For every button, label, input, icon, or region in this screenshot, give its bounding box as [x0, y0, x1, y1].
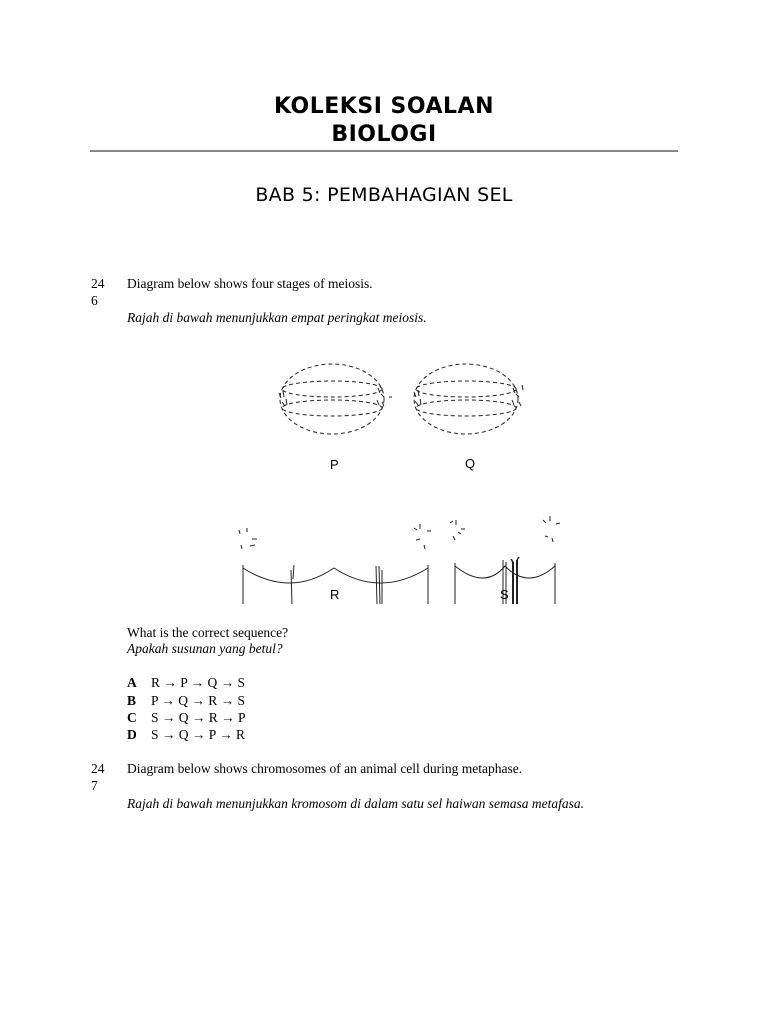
label-s: S — [500, 587, 509, 602]
question-number-line-1: 24 — [91, 761, 105, 776]
title-line-1: KOLEKSI SOALAN — [274, 94, 494, 119]
label-q: Q — [465, 456, 476, 471]
question-number-line-2: 6 — [91, 293, 98, 308]
option-text: P → Q → R → S — [151, 693, 246, 708]
title-line-2: BIOLOGI — [331, 122, 437, 147]
question-text-ms: Rajah di bawah menunjukkan empat peringkat meiosis. — [127, 310, 427, 325]
option-b[interactable] — [127, 692, 245, 709]
option-d[interactable] — [127, 726, 245, 743]
option-a[interactable] — [127, 674, 245, 691]
option-letter: C — [127, 710, 137, 725]
question-number-line-2: 7 — [91, 778, 98, 793]
question-text-en: Diagram below shows chromosomes of an animal cell during metaphase. — [127, 761, 523, 776]
question-text-ms: Rajah di bawah menunjukkan kromosom di dalam satu sel haiwan semasa metafasa. — [127, 796, 584, 811]
question-text-en: Diagram below shows four stages of meiosis. — [127, 276, 373, 291]
question-number-line-1: 24 — [91, 276, 105, 291]
option-letter: D — [127, 727, 137, 742]
option-text: S → Q → P → R — [151, 727, 246, 742]
label-r: R — [330, 587, 340, 602]
label-p: P — [330, 457, 339, 472]
stage-q-spindle — [414, 364, 518, 434]
option-letter: A — [127, 675, 137, 690]
prompt-ms: Apakah susunan yang betul? — [127, 641, 283, 656]
option-letter: B — [127, 693, 137, 708]
prompt-en: What is the correct sequence? — [127, 625, 289, 640]
option-text: R → P → Q → S — [151, 675, 246, 690]
option-text: S → Q → R → P — [151, 710, 246, 725]
option-c[interactable] — [127, 709, 246, 726]
stage-p-spindle — [280, 364, 384, 434]
chapter-heading: BAB 5: PEMBAHAGIAN SEL — [255, 184, 513, 206]
